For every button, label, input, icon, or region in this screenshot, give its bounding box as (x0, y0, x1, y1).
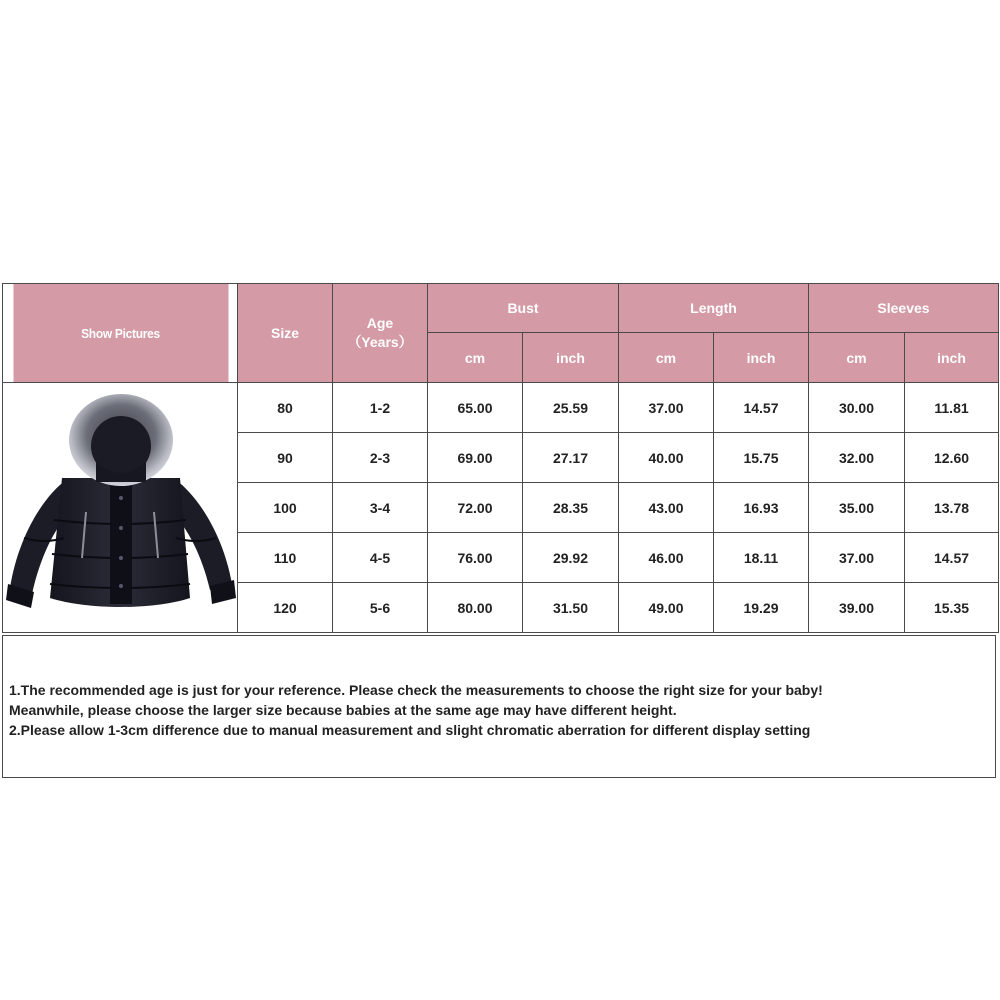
header-show-pictures: Show Pictures (12, 284, 228, 383)
cell-length-inch: 15.75 (714, 433, 809, 483)
size-notes (2, 635, 996, 778)
cell-length-cm: 49.00 (619, 583, 714, 633)
cell-sleeves-inch: 12.60 (905, 433, 999, 483)
cell-length-inch: 14.57 (714, 383, 809, 433)
cell-sleeves-cm: 39.00 (809, 583, 905, 633)
header-sleeves-inch: inch (905, 333, 999, 383)
cell-size: 90 (238, 433, 333, 483)
cell-length-inch: 16.93 (714, 483, 809, 533)
cell-bust-cm: 80.00 (428, 583, 523, 633)
cell-sleeves-inch: 14.57 (905, 533, 999, 583)
header-size: Size (238, 284, 333, 383)
cell-length-cm: 37.00 (619, 383, 714, 433)
note-line-3: 2.Please allow 1-3cm difference due to manual measurement and slight chromatic aberration for different display setting (9, 722, 811, 738)
header-bust-inch: inch (523, 333, 619, 383)
header-bust-cm: cm (428, 333, 523, 383)
header-sleeves: Sleeves (809, 284, 999, 333)
cell-bust-inch: 31.50 (523, 583, 619, 633)
cell-bust-inch: 27.17 (523, 433, 619, 483)
cell-sleeves-cm: 37.00 (809, 533, 905, 583)
cell-bust-inch: 25.59 (523, 383, 619, 433)
cell-age: 2-3 (333, 433, 428, 483)
cell-bust-inch: 28.35 (523, 483, 619, 533)
cell-bust-cm: 72.00 (428, 483, 523, 533)
cell-sleeves-inch: 13.78 (905, 483, 999, 533)
jacket-icon (4, 388, 236, 628)
size-chart-table (2, 283, 999, 633)
cell-sleeves-inch: 11.81 (905, 383, 999, 433)
cell-age: 1-2 (333, 383, 428, 433)
header-length-cm: cm (619, 333, 714, 383)
cell-sleeves-cm: 30.00 (809, 383, 905, 433)
cell-bust-inch: 29.92 (523, 533, 619, 583)
cell-length-cm: 40.00 (619, 433, 714, 483)
cell-size: 120 (238, 583, 333, 633)
cell-length-cm: 46.00 (619, 533, 714, 583)
cell-sleeves-cm: 35.00 (809, 483, 905, 533)
cell-length-inch: 19.29 (714, 583, 809, 633)
note-line-2: Meanwhile, please choose the larger size because babies at the same age may have different height. (9, 702, 677, 718)
header-sleeves-cm: cm (809, 333, 905, 383)
header-age (333, 284, 428, 383)
header-length-inch: inch (714, 333, 809, 383)
cell-age: 3-4 (333, 483, 428, 533)
cell-sleeves-inch: 15.35 (905, 583, 999, 633)
header-age-label: Age (366, 315, 394, 331)
cell-sleeves-cm: 32.00 (809, 433, 905, 483)
note-line-1: 1.The recommended age is just for your reference. Please check the measurements to choose the right size for your baby! (9, 682, 823, 698)
table-row (3, 383, 999, 433)
cell-bust-cm: 69.00 (428, 433, 523, 483)
header-bust: Bust (428, 284, 619, 333)
cell-age: 5-6 (333, 583, 428, 633)
header-age-unit: （Years） (347, 334, 413, 350)
cell-length-cm: 43.00 (619, 483, 714, 533)
cell-length-inch: 18.11 (714, 533, 809, 583)
cell-size: 100 (238, 483, 333, 533)
header-length: Length (619, 284, 809, 333)
product-image-cell (3, 383, 238, 633)
cell-bust-cm: 76.00 (428, 533, 523, 583)
cell-bust-cm: 65.00 (428, 383, 523, 433)
cell-size: 80 (238, 383, 333, 433)
cell-size: 110 (238, 533, 333, 583)
cell-age: 4-5 (333, 533, 428, 583)
